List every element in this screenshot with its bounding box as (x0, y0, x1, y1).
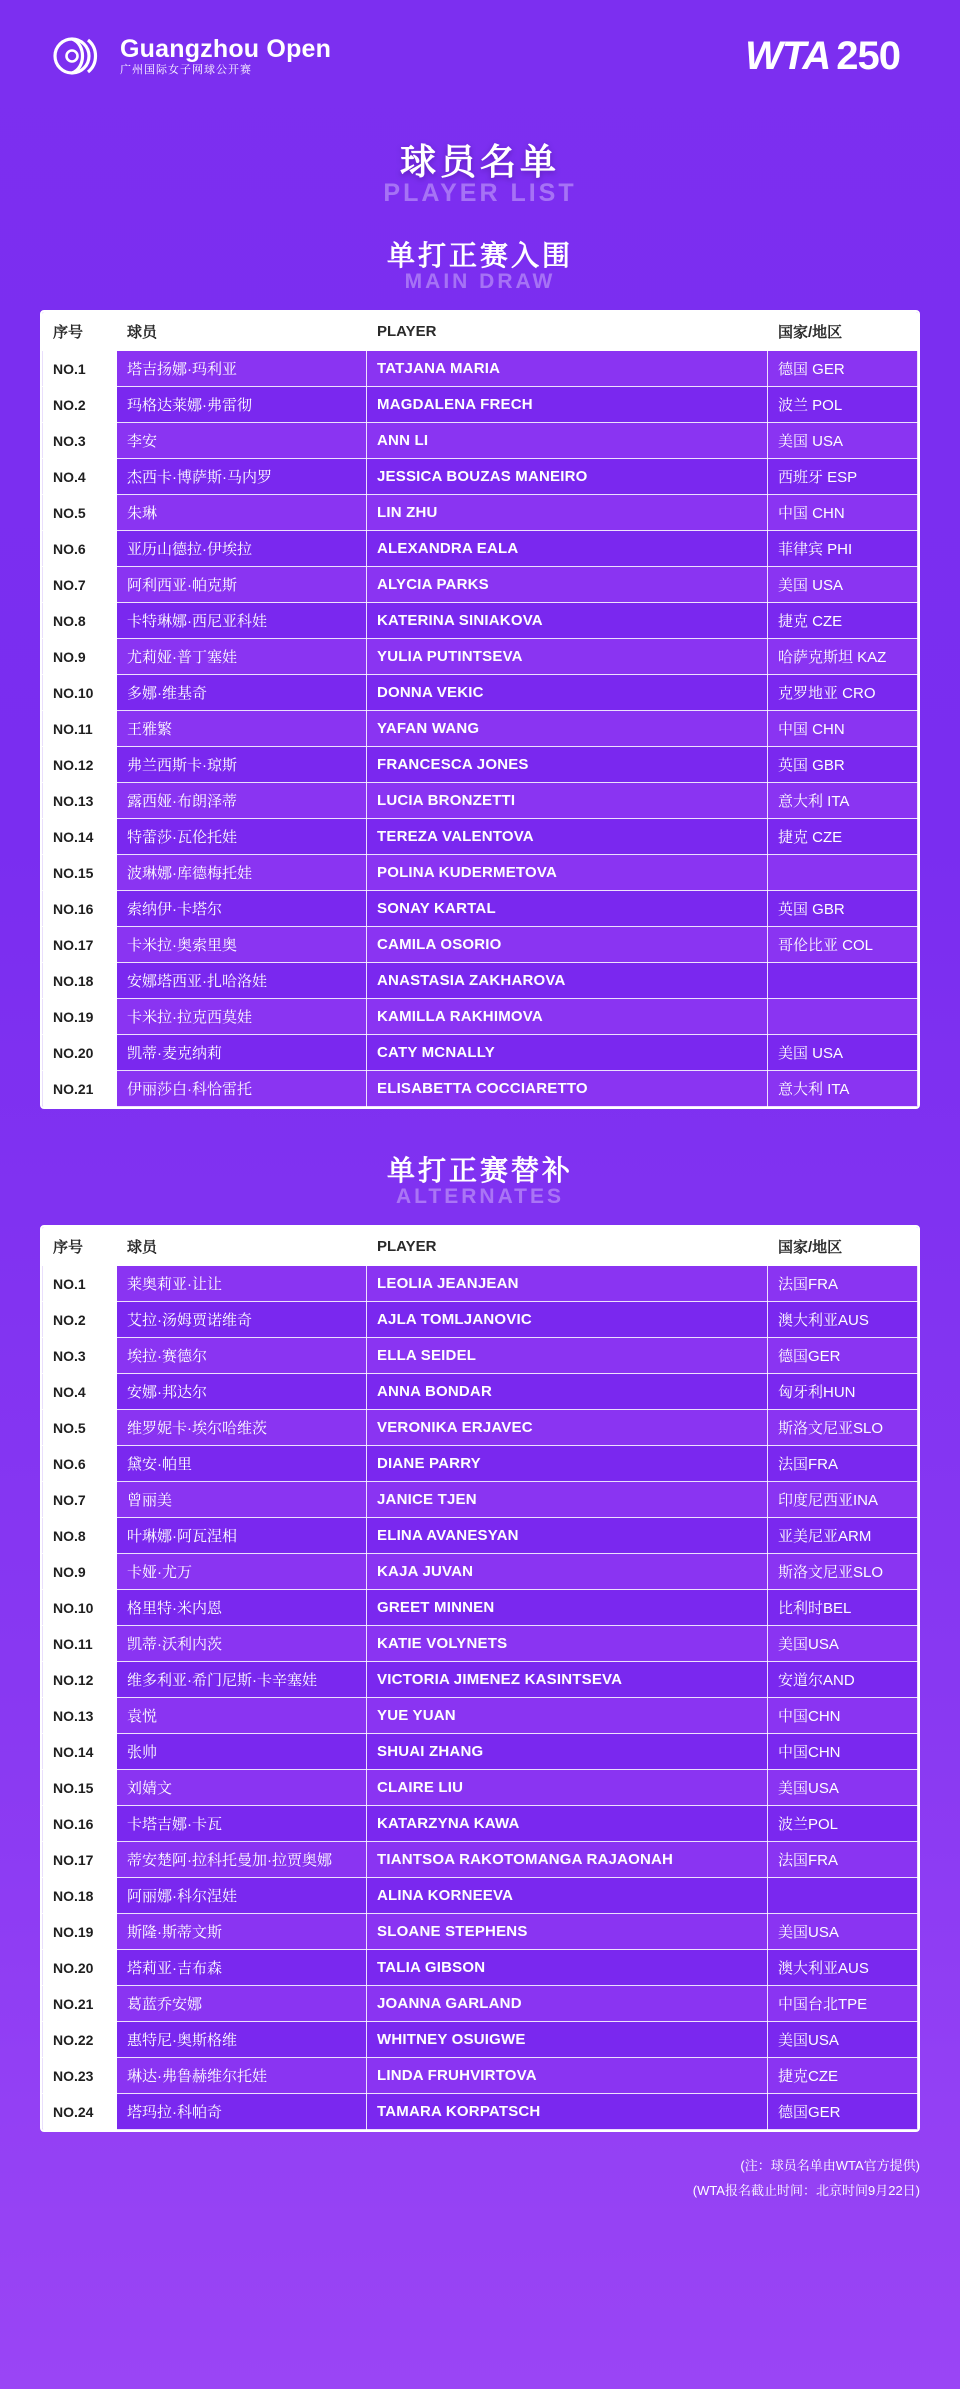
cell-player-en: YULIA PUTINTSEVA (367, 639, 768, 675)
cell-index: NO.9 (43, 639, 117, 675)
cell-index: NO.17 (43, 927, 117, 963)
section-heading-alternates (30, 1149, 930, 1209)
cell-index: NO.6 (43, 531, 117, 567)
column-header-player-cn: 球员 (117, 313, 367, 351)
cell-player-cn: 卡特琳娜·西尼亚科娃 (117, 603, 367, 639)
cell-player-en: KATERINA SINIAKOVA (367, 603, 768, 639)
page-header (30, 0, 930, 94)
cell-index: NO.21 (43, 1986, 117, 2022)
main-draw-rows (43, 351, 918, 1107)
cell-country: 捷克 CZE (768, 819, 918, 855)
cell-player-cn: 波琳娜·库德梅托娃 (117, 855, 367, 891)
cell-country: 美国USA (768, 1914, 918, 1950)
wta-logo-text: WTA (745, 33, 831, 78)
table-row (43, 2094, 918, 2130)
table-row (43, 1842, 918, 1878)
cell-player-cn: 艾拉·汤姆贾诺维奇 (117, 1302, 367, 1338)
cell-country: 斯洛文尼亚SLO (768, 1410, 918, 1446)
cell-country: 安道尔AND (768, 1662, 918, 1698)
table-row (43, 1950, 918, 1986)
page-title-cn: 球员名单 (399, 141, 560, 182)
cell-index: NO.2 (43, 1302, 117, 1338)
cell-country: 中国 CHN (768, 495, 918, 531)
table-row (43, 1734, 918, 1770)
page-title (30, 134, 930, 208)
cell-player-cn: 安娜塔西亚·扎哈洛娃 (117, 963, 367, 999)
cell-country: 中国台北TPE (768, 1986, 918, 2022)
section-heading-en: MAIN DRAW (404, 270, 556, 293)
cell-player-en: VICTORIA JIMENEZ KASINTSEVA (367, 1662, 768, 1698)
alternates-table (40, 1225, 920, 2132)
column-header-player-en: PLAYER (367, 313, 768, 351)
table-row (43, 1590, 918, 1626)
table-row (43, 1338, 918, 1374)
cell-index: NO.16 (43, 1806, 117, 1842)
wta-tier-number: 250 (836, 33, 900, 78)
cell-index: NO.6 (43, 1446, 117, 1482)
cell-country: 捷克 CZE (768, 603, 918, 639)
cell-index: NO.18 (43, 963, 117, 999)
cell-country: 美国 USA (768, 423, 918, 459)
table-row (43, 1446, 918, 1482)
table-row (43, 891, 918, 927)
cell-index: NO.17 (43, 1842, 117, 1878)
cell-player-en: KAJA JUVAN (367, 1554, 768, 1590)
cell-player-cn: 张帅 (117, 1734, 367, 1770)
cell-player-en: ALEXANDRA EALA (367, 531, 768, 567)
cell-player-cn: 凯蒂·沃利内茨 (117, 1626, 367, 1662)
wta-tier-badge (745, 34, 908, 79)
cell-player-cn: 特蕾莎·瓦伦托娃 (117, 819, 367, 855)
cell-player-en: LEOLIA JEANJEAN (367, 1266, 768, 1302)
cell-player-cn: 阿利西亚·帕克斯 (117, 567, 367, 603)
alternates-rows (43, 1266, 918, 2130)
cell-country (768, 963, 918, 999)
cell-player-en: VERONIKA ERJAVEC (367, 1410, 768, 1446)
cell-player-cn: 王雅繁 (117, 711, 367, 747)
cell-player-cn: 刘婧文 (117, 1770, 367, 1806)
cell-index: NO.24 (43, 2094, 117, 2130)
cell-player-cn: 莱奥莉亚·让让 (117, 1266, 367, 1302)
cell-player-en: DONNA VEKIC (367, 675, 768, 711)
cell-player-en: WHITNEY OSUIGWE (367, 2022, 768, 2058)
cell-country: 中国 CHN (768, 711, 918, 747)
cell-player-cn: 曾丽美 (117, 1482, 367, 1518)
cell-player-en: ANNA BONDAR (367, 1374, 768, 1410)
table-row (43, 855, 918, 891)
column-header-index: 序号 (43, 1228, 117, 1266)
cell-index: NO.19 (43, 999, 117, 1035)
brand-name-cn: 广州国际女子网球公开赛 (120, 63, 252, 76)
table-row (43, 639, 918, 675)
cell-index: NO.19 (43, 1914, 117, 1950)
cell-country: 英国 GBR (768, 891, 918, 927)
cell-index: NO.1 (43, 1266, 117, 1302)
table-row (43, 747, 918, 783)
table-row (43, 531, 918, 567)
cell-player-en: SLOANE STEPHENS (367, 1914, 768, 1950)
table-row (43, 1662, 918, 1698)
section-heading-en: ALTERNATES (395, 1185, 565, 1208)
cell-player-en: ALYCIA PARKS (367, 567, 768, 603)
cell-index: NO.13 (43, 1698, 117, 1734)
cell-index: NO.23 (43, 2058, 117, 2094)
cell-player-cn: 露西娅·布朗泽蒂 (117, 783, 367, 819)
table-row (43, 999, 918, 1035)
cell-player-en: TIANTSOA RAKOTOMANGA RAJAONAH (367, 1842, 768, 1878)
cell-player-en: YAFAN WANG (367, 711, 768, 747)
table-row (43, 1410, 918, 1446)
table-row (43, 351, 918, 387)
cell-player-cn: 塔玛拉·科帕奇 (117, 2094, 367, 2130)
cell-index: NO.12 (43, 1662, 117, 1698)
table-row (43, 2058, 918, 2094)
cell-index: NO.9 (43, 1554, 117, 1590)
cell-player-en: CLAIRE LIU (367, 1770, 768, 1806)
table-row (43, 711, 918, 747)
cell-player-cn: 维罗妮卡·埃尔哈维茨 (117, 1410, 367, 1446)
cell-index: NO.21 (43, 1071, 117, 1107)
cell-country: 捷克CZE (768, 2058, 918, 2094)
cell-player-en: JOANNA GARLAND (367, 1986, 768, 2022)
cell-index: NO.12 (43, 747, 117, 783)
column-header-country: 国家/地区 (768, 313, 918, 351)
cell-player-cn: 斯隆·斯蒂文斯 (117, 1914, 367, 1950)
cell-player-en: MAGDALENA FRECH (367, 387, 768, 423)
table-row (43, 963, 918, 999)
cell-country: 美国USA (768, 2022, 918, 2058)
cell-player-cn: 杰西卡·博萨斯·马内罗 (117, 459, 367, 495)
cell-player-en: AJLA TOMLJANOVIC (367, 1302, 768, 1338)
cell-index: NO.5 (43, 1410, 117, 1446)
cell-player-en: SONAY KARTAL (367, 891, 768, 927)
cell-player-cn: 亚历山德拉·伊埃拉 (117, 531, 367, 567)
cell-index: NO.1 (43, 351, 117, 387)
table-row (43, 1698, 918, 1734)
cell-index: NO.5 (43, 495, 117, 531)
cell-country: 美国USA (768, 1626, 918, 1662)
cell-country: 波兰POL (768, 1806, 918, 1842)
section-heading-main-draw (30, 234, 930, 294)
cell-index: NO.14 (43, 819, 117, 855)
cell-player-en: LUCIA BRONZETTI (367, 783, 768, 819)
section-heading-cn: 单打正赛替补 (386, 1155, 573, 1186)
cell-index: NO.13 (43, 783, 117, 819)
main-draw-table (40, 310, 920, 1109)
table-row (43, 1986, 918, 2022)
table-row (43, 1878, 918, 1914)
cell-index: NO.3 (43, 423, 117, 459)
cell-country: 亚美尼亚ARM (768, 1518, 918, 1554)
cell-player-en: YUE YUAN (367, 1698, 768, 1734)
cell-player-en: ANASTASIA ZAKHAROVA (367, 963, 768, 999)
cell-index: NO.4 (43, 1374, 117, 1410)
cell-country (768, 999, 918, 1035)
cell-country (768, 855, 918, 891)
cell-index: NO.20 (43, 1950, 117, 1986)
cell-player-en: ELISABETTA COCCIARETTO (367, 1071, 768, 1107)
cell-player-cn: 李安 (117, 423, 367, 459)
cell-player-en: KATARZYNA KAWA (367, 1806, 768, 1842)
footnote-deadline: (WTA报名截止时间：北京时间9月22日) (692, 2182, 920, 2198)
table-row (43, 495, 918, 531)
cell-player-en: SHUAI ZHANG (367, 1734, 768, 1770)
cell-player-cn: 惠特尼·奥斯格维 (117, 2022, 367, 2058)
cell-player-en: JESSICA BOUZAS MANEIRO (367, 459, 768, 495)
cell-player-cn: 阿丽娜·科尔涅娃 (117, 1878, 367, 1914)
cell-country: 英国 GBR (768, 747, 918, 783)
cell-player-cn: 卡米拉·拉克西莫娃 (117, 999, 367, 1035)
cell-player-cn: 袁悦 (117, 1698, 367, 1734)
cell-country: 法国FRA (768, 1266, 918, 1302)
footnotes (40, 2154, 920, 2203)
cell-player-cn: 蒂安楚阿·拉科托曼加·拉贾奥娜 (117, 1842, 367, 1878)
table-row (43, 1626, 918, 1662)
cell-country: 德国GER (768, 2094, 918, 2130)
cell-player-en: ANN LI (367, 423, 768, 459)
cell-country: 法国FRA (768, 1842, 918, 1878)
table-row (43, 1266, 918, 1302)
cell-country: 波兰 POL (768, 387, 918, 423)
table-row (43, 1374, 918, 1410)
cell-player-cn: 玛格达莱娜·弗雷彻 (117, 387, 367, 423)
cell-player-en: KAMILLA RAKHIMOVA (367, 999, 768, 1035)
table-row (43, 1482, 918, 1518)
gz-open-logo-icon (52, 28, 108, 84)
cell-country: 哈萨克斯坦 KAZ (768, 639, 918, 675)
cell-player-en: CAMILA OSORIO (367, 927, 768, 963)
cell-index: NO.3 (43, 1338, 117, 1374)
column-header-country: 国家/地区 (768, 1228, 918, 1266)
table-row (43, 1554, 918, 1590)
cell-player-cn: 弗兰西斯卡·琼斯 (117, 747, 367, 783)
cell-player-cn: 卡塔吉娜·卡瓦 (117, 1806, 367, 1842)
cell-player-cn: 安娜·邦达尔 (117, 1374, 367, 1410)
cell-index: NO.15 (43, 1770, 117, 1806)
table-row (43, 2022, 918, 2058)
table-row (43, 783, 918, 819)
cell-index: NO.7 (43, 1482, 117, 1518)
cell-index: NO.18 (43, 1878, 117, 1914)
cell-country: 印度尼西亚INA (768, 1482, 918, 1518)
cell-player-cn: 格里特·米内恩 (117, 1590, 367, 1626)
cell-country: 中国CHN (768, 1734, 918, 1770)
cell-index: NO.10 (43, 1590, 117, 1626)
cell-country: 美国USA (768, 1770, 918, 1806)
cell-index: NO.11 (43, 1626, 117, 1662)
cell-player-en: TATJANA MARIA (367, 351, 768, 387)
table-row (43, 603, 918, 639)
table-row (43, 1518, 918, 1554)
cell-player-en: CATY MCNALLY (367, 1035, 768, 1071)
cell-player-cn: 埃拉·赛德尔 (117, 1338, 367, 1374)
cell-index: NO.8 (43, 603, 117, 639)
footnote-source: (注：球员名单由WTA官方提供) (740, 2158, 920, 2173)
table-row (43, 1035, 918, 1071)
table-row (43, 819, 918, 855)
cell-player-en: FRANCESCA JONES (367, 747, 768, 783)
cell-player-en: ELLA SEIDEL (367, 1338, 768, 1374)
cell-country: 澳大利亚AUS (768, 1302, 918, 1338)
cell-index: NO.14 (43, 1734, 117, 1770)
cell-index: NO.11 (43, 711, 117, 747)
cell-country: 美国 USA (768, 1035, 918, 1071)
cell-player-cn: 琳达·弗鲁赫维尔托娃 (117, 2058, 367, 2094)
cell-player-cn: 黛安·帕里 (117, 1446, 367, 1482)
cell-player-cn: 伊丽莎白·科恰雷托 (117, 1071, 367, 1107)
cell-country: 美国 USA (768, 567, 918, 603)
table-row (43, 1914, 918, 1950)
table-row (43, 1302, 918, 1338)
cell-player-cn: 葛蓝乔安娜 (117, 1986, 367, 2022)
cell-country: 菲律宾 PHI (768, 531, 918, 567)
table-row (43, 459, 918, 495)
cell-index: NO.8 (43, 1518, 117, 1554)
table-row (43, 1806, 918, 1842)
cell-player-cn: 索纳伊·卡塔尔 (117, 891, 367, 927)
cell-player-en: TAMARA KORPATSCH (367, 2094, 768, 2130)
cell-player-cn: 尤莉娅·普丁塞娃 (117, 639, 367, 675)
table-row (43, 387, 918, 423)
cell-player-en: KATIE VOLYNETS (367, 1626, 768, 1662)
cell-index: NO.16 (43, 891, 117, 927)
cell-player-cn: 卡米拉·奥索里奥 (117, 927, 367, 963)
table-row (43, 423, 918, 459)
cell-player-cn: 朱琳 (117, 495, 367, 531)
cell-country (768, 1878, 918, 1914)
section-heading-cn: 单打正赛入围 (386, 240, 573, 271)
tournament-brand (52, 28, 331, 84)
cell-country: 西班牙 ESP (768, 459, 918, 495)
cell-index: NO.15 (43, 855, 117, 891)
cell-player-cn: 多娜·维基奇 (117, 675, 367, 711)
cell-country: 澳大利亚AUS (768, 1950, 918, 1986)
cell-player-en: DIANE PARRY (367, 1446, 768, 1482)
cell-index: NO.20 (43, 1035, 117, 1071)
cell-player-en: ELINA AVANESYAN (367, 1518, 768, 1554)
cell-player-cn: 塔吉扬娜·玛利亚 (117, 351, 367, 387)
cell-country: 哥伦比亚 COL (768, 927, 918, 963)
cell-country: 比利时BEL (768, 1590, 918, 1626)
cell-player-en: ALINA KORNEEVA (367, 1878, 768, 1914)
cell-country: 匈牙利HUN (768, 1374, 918, 1410)
cell-player-en: LIN ZHU (367, 495, 768, 531)
column-header-player-cn: 球员 (117, 1228, 367, 1266)
column-header-index: 序号 (43, 313, 117, 351)
cell-index: NO.22 (43, 2022, 117, 2058)
cell-country: 德国GER (768, 1338, 918, 1374)
cell-country: 意大利 ITA (768, 783, 918, 819)
brand-name-en: Guangzhou Open (120, 34, 332, 63)
cell-country: 中国CHN (768, 1698, 918, 1734)
cell-index: NO.4 (43, 459, 117, 495)
cell-country: 法国FRA (768, 1446, 918, 1482)
cell-player-en: TALIA GIBSON (367, 1950, 768, 1986)
cell-player-cn: 维多利亚·希门尼斯·卡辛塞娃 (117, 1662, 367, 1698)
table-header-row (43, 1228, 918, 1266)
column-header-player-en: PLAYER (367, 1228, 768, 1266)
cell-player-en: TEREZA VALENTOVA (367, 819, 768, 855)
cell-player-en: POLINA KUDERMETOVA (367, 855, 768, 891)
cell-player-en: GREET MINNEN (367, 1590, 768, 1626)
table-row (43, 567, 918, 603)
table-row (43, 675, 918, 711)
cell-country: 德国 GER (768, 351, 918, 387)
cell-country: 克罗地亚 CRO (768, 675, 918, 711)
cell-index: NO.7 (43, 567, 117, 603)
cell-player-cn: 塔莉亚·吉布森 (117, 1950, 367, 1986)
cell-player-en: LINDA FRUHVIRTOVA (367, 2058, 768, 2094)
cell-player-cn: 卡娅·尤万 (117, 1554, 367, 1590)
cell-player-cn: 凯蒂·麦克纳莉 (117, 1035, 367, 1071)
table-row (43, 927, 918, 963)
cell-index: NO.10 (43, 675, 117, 711)
cell-country: 斯洛文尼亚SLO (768, 1554, 918, 1590)
cell-index: NO.2 (43, 387, 117, 423)
cell-country: 意大利 ITA (768, 1071, 918, 1107)
table-header-row (43, 313, 918, 351)
table-row (43, 1071, 918, 1107)
cell-player-cn: 叶琳娜·阿瓦涅相 (117, 1518, 367, 1554)
table-row (43, 1770, 918, 1806)
page-title-en: PLAYER LIST (383, 179, 577, 207)
cell-player-en: JANICE TJEN (367, 1482, 768, 1518)
